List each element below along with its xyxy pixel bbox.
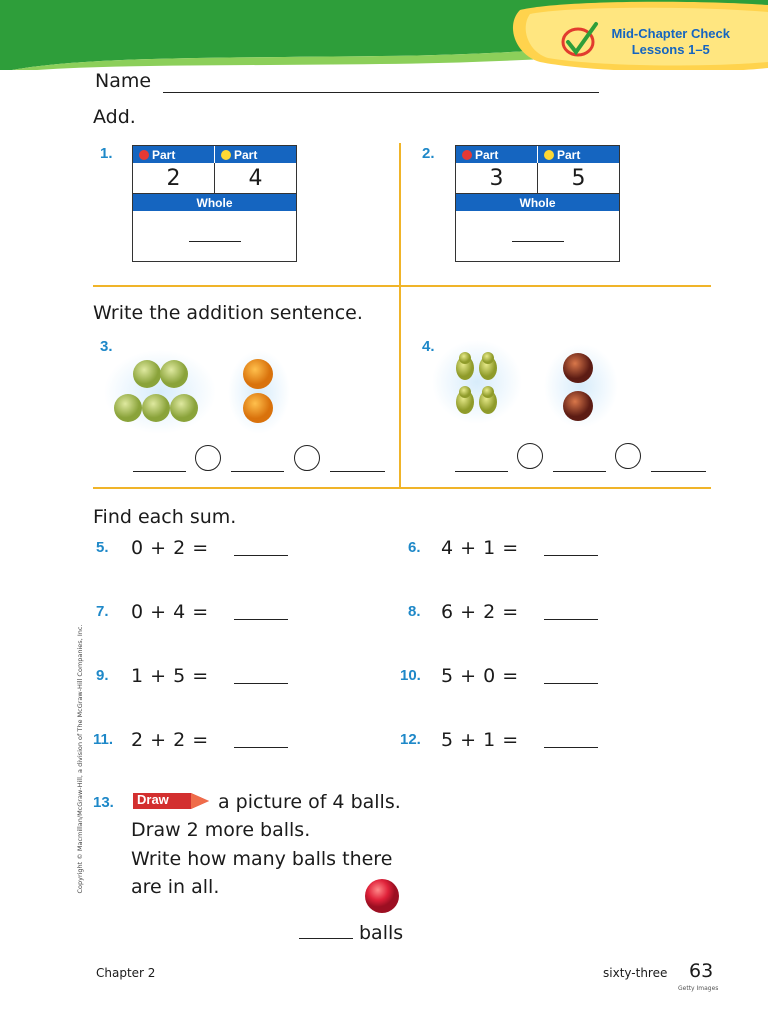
answer-line[interactable] <box>544 683 598 684</box>
problem-number: 6. <box>408 539 421 556</box>
problem-number: 3. <box>100 338 113 355</box>
add-heading: Add. <box>93 106 136 128</box>
answer-line[interactable] <box>544 747 598 748</box>
page-words: sixty-three <box>603 966 668 980</box>
answer-line[interactable] <box>231 471 284 472</box>
answer-line[interactable] <box>234 619 288 620</box>
divider-2 <box>93 487 711 489</box>
answer-line[interactable] <box>234 683 288 684</box>
problem-number: 2. <box>422 145 435 162</box>
red-dot-icon <box>139 150 149 160</box>
instruction-line: a picture of 4 balls. <box>218 791 401 813</box>
problem-number: 12. <box>400 731 421 748</box>
apples-group <box>104 350 216 434</box>
sum-expression: 5 + 1 = <box>441 729 519 751</box>
answer-line[interactable] <box>234 747 288 748</box>
answer-line[interactable] <box>189 241 241 242</box>
problem-number: 13. <box>93 794 114 811</box>
center-divider <box>399 143 401 487</box>
write-sentence-heading: Write the addition sentence. <box>93 302 363 324</box>
problem-number: 5. <box>96 539 109 556</box>
whole-header: Whole <box>456 194 619 211</box>
instruction-line: Draw 2 more balls. <box>131 819 311 841</box>
operator-circle[interactable] <box>615 443 641 469</box>
part-header: Part <box>133 146 215 163</box>
problem-number: 10. <box>400 667 421 684</box>
answer-line[interactable] <box>512 241 564 242</box>
part-value: 3 <box>456 163 538 193</box>
mid-chapter-badge <box>612 26 730 58</box>
whole-header: Whole <box>133 194 296 211</box>
problem-number: 4. <box>422 338 435 355</box>
problem-number: 9. <box>96 667 109 684</box>
instruction-line: are in all. <box>131 876 220 898</box>
page-number: 63 <box>689 960 714 982</box>
ball-icon <box>364 878 400 914</box>
operator-circle[interactable] <box>195 445 221 471</box>
checkmark-icon <box>560 20 600 58</box>
yellow-dot-icon <box>544 150 554 160</box>
part-value: 4 <box>248 165 263 191</box>
operator-circle[interactable] <box>517 443 543 469</box>
operator-circle[interactable] <box>294 445 320 471</box>
chapter-label: Chapter 2 <box>96 966 156 980</box>
answer-line[interactable] <box>544 619 598 620</box>
problem-number: 11. <box>93 731 114 748</box>
sum-expression: 0 + 4 = <box>131 601 209 623</box>
peaches-group <box>544 344 618 428</box>
sum-expression: 0 + 2 = <box>131 537 209 559</box>
sum-expression: 5 + 0 = <box>441 665 519 687</box>
pears-group <box>432 340 522 424</box>
divider-1 <box>93 285 711 287</box>
answer-line[interactable] <box>299 938 353 939</box>
part-value: 5 <box>571 165 586 191</box>
part-header: Part <box>538 146 619 163</box>
part-part-whole-1 <box>132 145 297 262</box>
badge-subtitle: Lessons 1–5 <box>631 42 710 57</box>
problem-number: 8. <box>408 603 421 620</box>
answer-line[interactable] <box>553 471 606 472</box>
photo-credit: Getty Images <box>678 985 719 992</box>
answer-line[interactable] <box>544 555 598 556</box>
draw-crayon-icon: Draw <box>131 790 211 812</box>
problem-number: 7. <box>96 603 109 620</box>
answer-line[interactable] <box>133 471 186 472</box>
part-value: 2 <box>133 163 215 193</box>
name-label: Name <box>95 70 152 92</box>
answer-line[interactable] <box>455 471 508 472</box>
red-dot-icon <box>462 150 472 160</box>
instruction-line: Write how many balls there <box>131 848 393 870</box>
answer-line[interactable] <box>330 471 385 472</box>
sum-expression: 4 + 1 = <box>441 537 519 559</box>
part-part-whole-2 <box>455 145 620 262</box>
name-line[interactable] <box>163 92 599 93</box>
answer-line[interactable] <box>651 471 706 472</box>
part-header: Part <box>456 146 538 163</box>
sum-expression: 6 + 2 = <box>441 601 519 623</box>
yellow-dot-icon <box>221 150 231 160</box>
badge-title: Mid-Chapter Check <box>611 26 730 41</box>
sum-expression: 2 + 2 = <box>131 729 209 751</box>
oranges-group <box>228 350 290 434</box>
answer-line[interactable] <box>234 555 288 556</box>
sum-expression: 1 + 5 = <box>131 665 209 687</box>
balls-unit: balls <box>359 922 404 944</box>
problem-number: 1. <box>100 145 113 162</box>
part-header: Part <box>215 146 296 163</box>
copyright-text: Copyright © Macmillan/McGraw-Hill, a division of The McGraw-Hill Companies, Inc. <box>76 624 84 894</box>
find-sum-heading: Find each sum. <box>93 506 237 528</box>
